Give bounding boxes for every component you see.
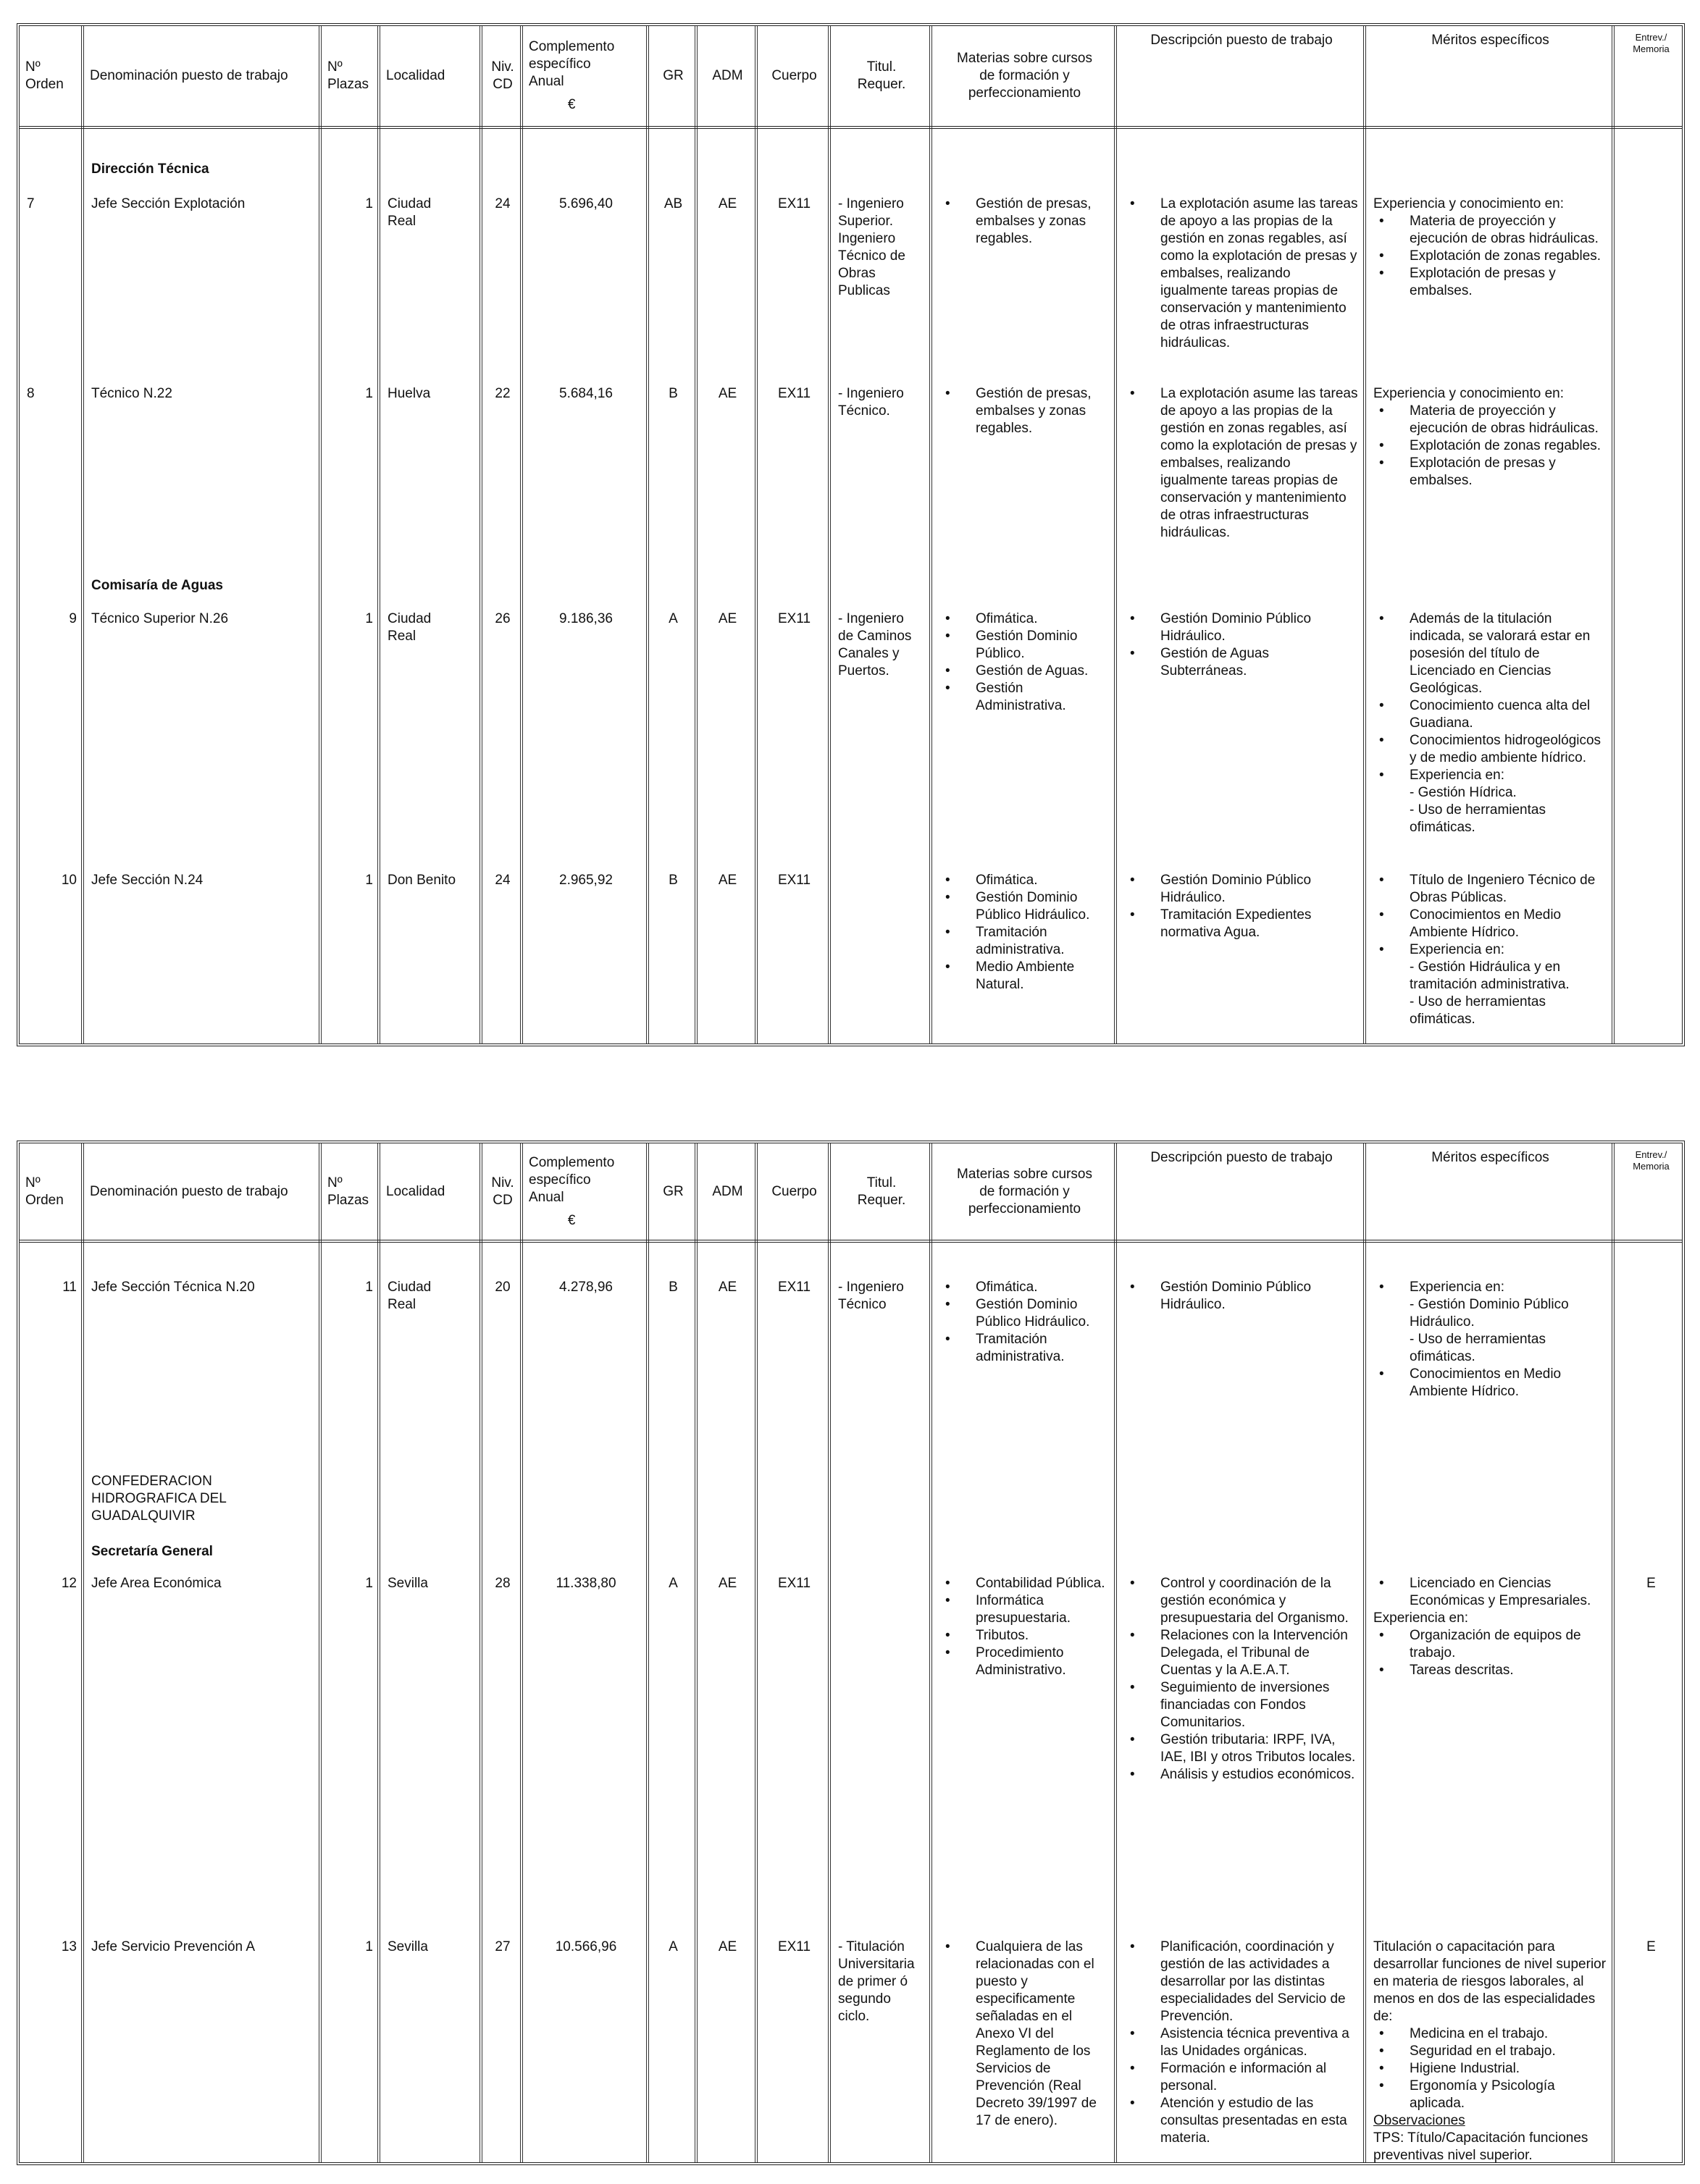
cell-cuerpo: EX11 <box>777 386 811 401</box>
bullet-item: • Cualquiera de las relacionadas con el puesto y especificamente señaladas en el Anexo VI del Reglamento de los Servicios de Prevención (Real Decreto 39/1997 de 17 de enero). <box>939 1939 1110 2130</box>
cell-gr: B <box>669 386 678 401</box>
column-divider <box>81 26 84 1043</box>
text-line: Observaciones <box>1373 2113 1465 2128</box>
text-line: - Gestión Hidráulica y en tramitación administrativa. <box>1410 959 1570 992</box>
header-entrevista <box>1615 26 1688 126</box>
cell-gr: B <box>669 1280 678 1295</box>
position-table <box>17 1141 1685 2165</box>
text-line: TPS: Título/Capacitación funciones preventivas nivel superior. <box>1373 2130 1588 2163</box>
header-complemento <box>523 1143 649 1240</box>
cell-denominacion: Jefe Area Económica <box>91 1576 222 1591</box>
bullet-item: • Explotación de zonas regables. <box>1373 437 1607 455</box>
cell-cuerpo: EX11 <box>777 611 811 626</box>
bullet-item: • Atención y estudio de las consultas presentadas en esta materia. <box>1124 2095 1359 2147</box>
header-entrevista-label: Entrev./ Memoria <box>1633 32 1670 54</box>
cell-descripcion <box>1117 1939 1366 2147</box>
bullet-item: • Ofimática. <box>939 1279 1110 1296</box>
bullet-item: • Tareas descritas. <box>1373 1662 1607 1679</box>
cell-meritos <box>1366 385 1615 490</box>
cell-localidad: Huelva <box>388 386 431 401</box>
bullet-item: • Tramitación Expedientes normativa Agua. <box>1124 907 1359 941</box>
bullet-item: • Gestión Dominio Público Hidráulico. <box>1124 610 1359 645</box>
cell-adm: AE <box>718 196 737 211</box>
header-denominacion <box>84 1143 322 1240</box>
bullet-item: • Procedimiento Administrativo. <box>939 1645 1110 1679</box>
header-titulacion-label: Titul. Requer. <box>857 1175 906 1208</box>
bullet-item: • Seguridad en el trabajo. <box>1373 2043 1607 2060</box>
header-materias-label: Materias sobre cursos de formación y perfeccionamiento <box>957 51 1092 101</box>
section-heading: Dirección Técnica <box>91 161 209 177</box>
header-divider <box>20 126 1682 129</box>
cell-titulacion: - Titulación Universitaria de primer ó segundo ciclo. <box>838 1939 915 2024</box>
header-orden <box>20 1143 84 1240</box>
bullet-item: • Gestión de Aguas. <box>939 663 1110 680</box>
cell-cuerpo: EX11 <box>777 1939 811 1954</box>
column-divider <box>755 1143 758 2162</box>
header-localidad <box>380 26 482 126</box>
bullet-item: • Gestión Dominio Público Hidráulico. <box>1124 1279 1359 1314</box>
header-cuerpo-label: Cuerpo <box>771 1183 817 1199</box>
cell-gr: A <box>669 1576 678 1591</box>
cell-adm: AE <box>718 611 737 626</box>
header-gr <box>649 26 698 126</box>
header-materias <box>932 26 1117 126</box>
cell-localidad: Ciudad Real <box>388 611 432 644</box>
cell-complemento: 5.684,16 <box>559 386 613 401</box>
bullet-item: • Gestión Dominio Público Hidráulico. <box>1124 872 1359 907</box>
header-cuerpo <box>758 26 831 126</box>
cell-plazas: 1 <box>365 196 373 211</box>
header-descripcion-label: Descripción puesto de trabajo <box>1150 33 1333 48</box>
cell-gr: A <box>669 611 678 626</box>
cell-nivel: 22 <box>495 386 511 401</box>
cell-cuerpo: EX11 <box>777 1280 811 1295</box>
cell-denominacion: Jefe Sección Técnica N.20 <box>91 1280 255 1295</box>
header-orden <box>20 26 84 126</box>
cell-denominacion: Jefe Servicio Prevención A <box>91 1939 256 1954</box>
cell-meritos <box>1366 196 1615 300</box>
cell-materias <box>932 196 1117 248</box>
organization-heading: CONFEDERACION HIDROGRAFICA DEL GUADALQUIVIR <box>91 1474 227 1524</box>
header-entrevista-label: Entrev./ Memoria <box>1633 1149 1670 1172</box>
bullet-item: • Gestión de Aguas Subterráneas. <box>1124 645 1359 680</box>
cell-localidad: Sevilla <box>388 1939 428 1954</box>
cell-titulacion: - Ingeniero Técnico <box>838 1280 904 1312</box>
header-nivel <box>482 26 523 126</box>
bullet-item: • La explotación asume las tareas de apoyo a las propias de la gestión en zonas regables, así como la explotación de presas y embalses, realizando igualmente tareas propias de conservación y mantenimiento de otras infraestructuras hidráulicas. <box>1124 196 1359 352</box>
cell-complemento: 5.696,40 <box>559 196 613 211</box>
cell-orden: 12 <box>61 1576 77 1591</box>
column-divider <box>695 26 698 1043</box>
bullet-item: • Gestión Dominio Público. <box>939 628 1110 663</box>
column-divider <box>755 26 758 1043</box>
cell-materias <box>932 385 1117 437</box>
cell-adm: AE <box>718 1280 737 1295</box>
header-meritos <box>1366 1143 1615 1240</box>
bullet-item: • Gestión de presas, embalses y zonas regables. <box>939 385 1110 437</box>
header-complemento <box>523 26 649 126</box>
header-plazas <box>322 26 380 126</box>
header-descripcion <box>1117 1143 1366 1240</box>
cell-orden: 10 <box>61 873 77 888</box>
bullet-item: • Materia de proyección y ejecución de obras hidráulicas. <box>1373 213 1607 248</box>
bullet-item: • La explotación asume las tareas de apoyo a las propias de la gestión en zonas regables, así como la explotación de presas y embalses, realizando igualmente tareas propias de conservación y mantenimiento de otras infraestructuras hidráulicas. <box>1124 385 1359 542</box>
header-nivel-label: Niv. CD <box>491 1175 514 1208</box>
cell-adm: AE <box>718 386 737 401</box>
bullet-item: • Experiencia en: <box>1373 767 1607 784</box>
text-line: Experiencia y conocimiento en: <box>1373 196 1564 211</box>
bullet-item: • Análisis y estudios económicos. <box>1124 1766 1359 1784</box>
header-denominacion-label: Denominación puesto de trabajo <box>90 68 288 83</box>
header-complemento-label: Complemento específico Anual <box>529 39 615 89</box>
bullet-item: • Ergonomía y Psicología aplicada. <box>1373 2078 1607 2112</box>
cell-materias <box>932 1939 1117 2130</box>
cell-localidad: Ciudad Real <box>388 1280 432 1312</box>
header-denominacion-label: Denominación puesto de trabajo <box>90 1183 288 1199</box>
bullet-item: • Medicina en el trabajo. <box>1373 2025 1607 2043</box>
header-titulacion <box>831 26 932 126</box>
bullet-item: • Contabilidad Pública. <box>939 1575 1110 1592</box>
text-line: - Gestión Dominio Público Hidráulico. <box>1410 1297 1569 1330</box>
text-line: Titulación o capacitación para desarrollar funciones de nivel superior en materia de riesgos laborales, al menos en dos de las especialidades de: <box>1373 1939 1607 2024</box>
header-localidad <box>380 1143 482 1240</box>
bullet-item: • Ofimática. <box>939 872 1110 889</box>
header-adm-label: ADM <box>712 1183 743 1199</box>
cell-descripcion <box>1117 196 1366 352</box>
cell-plazas: 1 <box>365 611 373 626</box>
header-nivel <box>482 1143 523 1240</box>
header-descripcion <box>1117 26 1366 126</box>
cell-complemento: 10.566,96 <box>555 1939 617 1954</box>
cell-orden: 13 <box>61 1939 77 1954</box>
bullet-item: • Conocimientos hidrogeológicos y de medio ambiente hídrico. <box>1373 732 1607 767</box>
cell-descripcion <box>1117 385 1366 542</box>
bullet-item: • Título de Ingeniero Técnico de Obras Públicas. <box>1373 872 1607 907</box>
bullet-item: • Relaciones con la Intervención Delegada, el Tribunal de Cuentas y la A.E.A.T. <box>1124 1627 1359 1679</box>
bullet-item: • Explotación de presas y embalses. <box>1373 455 1607 490</box>
cell-adm: AE <box>718 1939 737 1954</box>
header-descripcion-label: Descripción puesto de trabajo <box>1150 1150 1333 1165</box>
header-orden-label: Nº Orden <box>25 1175 64 1208</box>
cell-materias <box>932 872 1117 994</box>
header-titulacion <box>831 1143 932 1240</box>
header-nivel-label: Niv. CD <box>491 59 514 92</box>
cell-denominacion: Jefe Sección Explotación <box>91 196 246 211</box>
column-divider <box>377 26 380 1043</box>
cell-orden: 9 <box>69 611 77 626</box>
header-plazas-label: Nº Plazas <box>327 1175 369 1208</box>
bullet-item: • Organización de equipos de trabajo. <box>1373 1627 1607 1662</box>
bullet-item: • Gestión de presas, embalses y zonas regables. <box>939 196 1110 248</box>
cell-entrevista: E <box>1646 1576 1656 1591</box>
cell-titulacion: - Ingeniero de Caminos Canales y Puertos. <box>838 611 912 679</box>
cell-denominacion: Técnico N.22 <box>91 386 172 401</box>
header-adm <box>698 1143 758 1240</box>
bullet-item: • Formación e información al personal. <box>1124 2060 1359 2095</box>
cell-gr: A <box>669 1939 678 1954</box>
cell-meritos <box>1366 872 1615 1028</box>
bullet-item: • Informática presupuestaria. <box>939 1592 1110 1627</box>
header-meritos-label: Méritos específicos <box>1431 1150 1549 1165</box>
header-titulacion-label: Titul. Requer. <box>857 59 906 92</box>
bullet-item: • Conocimientos en Medio Ambiente Hídrico. <box>1373 907 1607 941</box>
cell-meritos <box>1366 1279 1615 1400</box>
header-orden-label: Nº Orden <box>25 59 64 92</box>
column-divider <box>319 1143 322 2162</box>
header-localidad-label: Localidad <box>386 68 445 83</box>
column-divider <box>480 26 482 1043</box>
text-line: - Uso de herramientas ofimáticas. <box>1410 994 1546 1027</box>
bullet-item: • Gestión Dominio Público Hidráulico. <box>939 889 1110 924</box>
cell-complemento: 9.186,36 <box>559 611 613 626</box>
cell-localidad: Sevilla <box>388 1576 428 1591</box>
cell-materias <box>932 1575 1117 1679</box>
header-materias-label: Materias sobre cursos de formación y perfeccionamiento <box>957 1166 1092 1217</box>
cell-meritos <box>1366 1575 1615 1679</box>
header-localidad-label: Localidad <box>386 1183 445 1199</box>
cell-titulacion: - Ingeniero Superior. Ingeniero Técnico de Obras Publicas <box>838 196 905 298</box>
cell-adm: AE <box>718 1576 737 1591</box>
cell-denominacion: Jefe Sección N.24 <box>91 873 204 888</box>
cell-adm: AE <box>718 873 737 888</box>
text-line: - Uso de herramientas ofimáticas. <box>1410 802 1546 835</box>
bullet-item: • Gestión tributaria: IRPF, IVA, IAE, IBI y otros Tributos locales. <box>1124 1731 1359 1766</box>
header-cuerpo <box>758 1143 831 1240</box>
cell-titulacion: - Ingeniero Técnico. <box>838 386 904 419</box>
header-plazas-label: Nº Plazas <box>327 59 369 92</box>
column-divider <box>828 26 831 1043</box>
bullet-item: • Tributos. <box>939 1627 1110 1645</box>
position-table <box>17 23 1685 1046</box>
section-heading: Comisaría de Aguas <box>91 578 223 593</box>
cell-orden: 8 <box>27 386 35 401</box>
header-meritos-label: Méritos específicos <box>1431 33 1549 48</box>
cell-materias <box>932 610 1117 715</box>
bullet-item: • Ofimática. <box>939 610 1110 628</box>
cell-materias <box>932 1279 1117 1366</box>
header-materias <box>932 1143 1117 1240</box>
bullet-item: • Asistencia técnica preventiva a las Unidades orgánicas. <box>1124 2025 1359 2060</box>
header-complemento-wrap <box>529 38 614 114</box>
bullet-item: • Conocimiento cuenca alta del Guadiana. <box>1373 697 1607 732</box>
header-denominacion <box>84 26 322 126</box>
cell-denominacion: Técnico Superior N.26 <box>91 611 229 626</box>
cell-plazas: 1 <box>365 1576 373 1591</box>
header-gr <box>649 1143 698 1240</box>
header-divider <box>20 1240 1682 1243</box>
column-divider <box>646 26 649 1043</box>
column-divider <box>695 1143 698 2162</box>
text-line: Experiencia y conocimiento en: <box>1373 386 1564 401</box>
bullet-item: • Materia de proyección y ejecución de obras hidráulicas. <box>1373 403 1607 437</box>
header-gr-label: GR <box>663 1183 684 1199</box>
bullet-item: • Planificación, coordinación y gestión de las actividades a desarrollar por las distintas especialidades del Servicio de Prevención. <box>1124 1939 1359 2025</box>
cell-cuerpo: EX11 <box>777 873 811 888</box>
header-cuerpo-label: Cuerpo <box>771 68 817 83</box>
bullet-item: • Medio Ambiente Natural. <box>939 959 1110 994</box>
bullet-item: • Licenciado en Ciencias Económicas y Empresariales. <box>1373 1575 1607 1610</box>
bullet-item: • Higiene Industrial. <box>1373 2060 1607 2078</box>
cell-cuerpo: EX11 <box>777 196 811 211</box>
header-adm-label: ADM <box>712 68 743 83</box>
bullet-item: • Explotación de presas y embalses. <box>1373 265 1607 300</box>
cell-meritos <box>1366 610 1615 836</box>
bullet-item: • Explotación de zonas regables. <box>1373 248 1607 265</box>
bullet-item: • Tramitación administrativa. <box>939 924 1110 959</box>
column-divider <box>81 1143 84 2162</box>
bullet-item: • Experiencia en: <box>1373 1279 1607 1296</box>
cell-plazas: 1 <box>365 1939 373 1954</box>
text-line: - Uso de herramientas ofimáticas. <box>1410 1332 1546 1364</box>
cell-plazas: 1 <box>365 386 373 401</box>
text-line: - Gestión Hídrica. <box>1410 785 1517 800</box>
cell-plazas: 1 <box>365 873 373 888</box>
column-divider <box>646 1143 649 2162</box>
cell-cuerpo: EX11 <box>777 1576 811 1591</box>
cell-nivel: 20 <box>495 1280 511 1295</box>
header-plazas <box>322 1143 380 1240</box>
bullet-item: • Gestión Dominio Público Hidráulico. <box>939 1296 1110 1331</box>
text-line: Experiencia en: <box>1373 1610 1468 1626</box>
cell-orden: 7 <box>27 196 35 211</box>
cell-nivel: 27 <box>495 1939 511 1954</box>
cell-descripcion <box>1117 872 1366 941</box>
cell-nivel: 24 <box>495 873 511 888</box>
header-gr-label: GR <box>663 68 684 83</box>
cell-complemento: 11.338,80 <box>556 1576 616 1591</box>
cell-plazas: 1 <box>365 1280 373 1295</box>
cell-localidad: Ciudad Real <box>388 196 432 229</box>
cell-orden: 11 <box>62 1280 77 1295</box>
bullet-item: • Conocimientos en Medio Ambiente Hídrico. <box>1373 1366 1607 1400</box>
cell-nivel: 24 <box>495 196 511 211</box>
bullet-item: • Control y coordinación de la gestión económica y presupuestaria del Organismo. <box>1124 1575 1359 1627</box>
cell-localidad: Don Benito <box>388 873 456 888</box>
column-divider <box>520 26 523 1043</box>
cell-nivel: 26 <box>495 611 511 626</box>
cell-descripcion <box>1117 1279 1366 1314</box>
cell-nivel: 28 <box>495 1576 511 1591</box>
cell-descripcion <box>1117 610 1366 680</box>
cell-complemento: 2.965,92 <box>559 873 613 888</box>
bullet-item: • Experiencia en: <box>1373 941 1607 959</box>
cell-descripcion <box>1117 1575 1366 1784</box>
bullet-item: • Seguimiento de inversiones financiadas con Fondos Comunitarios. <box>1124 1679 1359 1731</box>
column-divider <box>520 1143 523 2162</box>
bullet-item: • Tramitación administrativa. <box>939 1331 1110 1366</box>
header-currency: € <box>567 97 576 112</box>
header-entrevista <box>1615 1143 1688 1240</box>
header-meritos <box>1366 26 1615 126</box>
header-complemento-wrap <box>529 1154 614 1230</box>
bullet-item: • Gestión Administrativa. <box>939 680 1110 715</box>
cell-gr: AB <box>663 196 683 211</box>
header-complemento-label: Complemento específico Anual <box>529 1154 615 1205</box>
cell-gr: B <box>669 873 678 888</box>
header-adm <box>698 26 758 126</box>
section-heading: Secretaría General <box>91 1544 213 1559</box>
cell-meritos <box>1366 1939 1615 2164</box>
column-divider <box>319 26 322 1043</box>
header-currency: € <box>567 1212 576 1228</box>
bullet-item: • Además de la titulación indicada, se valorará estar en posesión del título de Licenciado en Ciencias Geológicas. <box>1373 610 1607 697</box>
cell-complemento: 4.278,96 <box>559 1280 613 1295</box>
cell-entrevista: E <box>1646 1939 1656 1954</box>
